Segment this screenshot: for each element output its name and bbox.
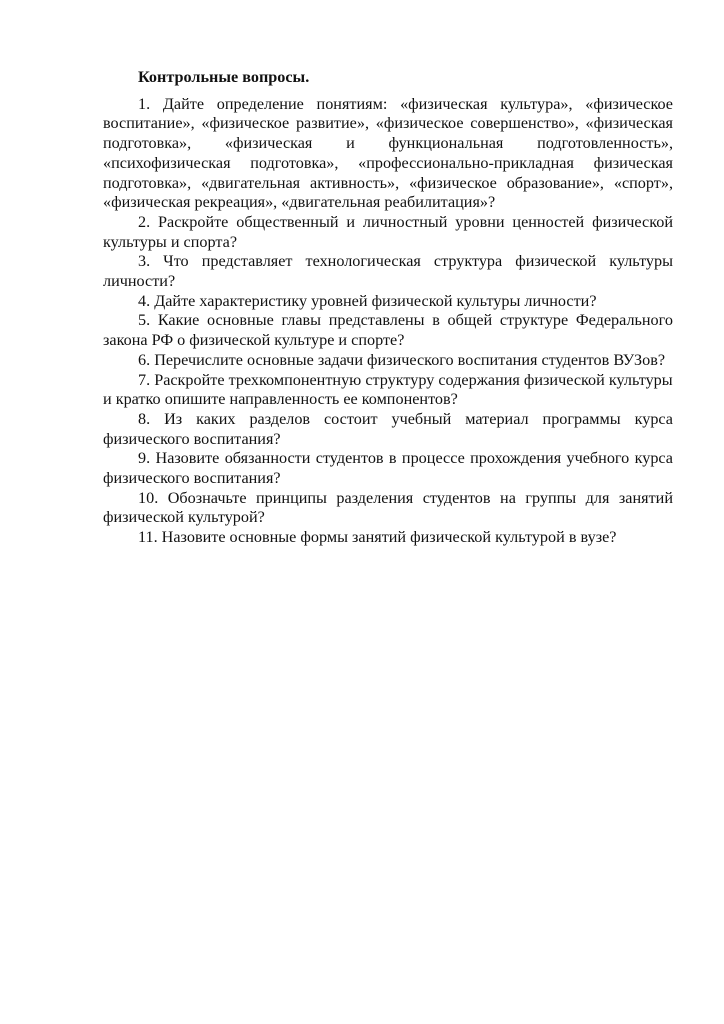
question-4: 4. Дайте характеристику уровней физической культуры личности?: [138, 291, 597, 310]
question-1: 1. Дайте определение понятиям: «физическая культура», «физическое воспитание», «физическое развитие», «физическое совершенство», «физическая подготовка», «физическая и функциональная подготовленность», «психофизическая подготовка», «профессионально-прикладная физическая подготовка», «двигательная активность», «физическое образование», «спорт», «физическая рекреация», «двигательная реабилитация»?: [103, 94, 673, 212]
question-3: 3. Что представляет технологическая структура физической культуры личности?: [103, 252, 673, 291]
section-title: Контрольные вопросы.: [138, 68, 310, 86]
question-8: 8. Из каких разделов состоит учебный материал программы курса физического воспитания?: [103, 409, 673, 448]
question-7: 7. Раскройте трехкомпонентную структуру содержания физической культуры и кратко опишите направленность ее компонентов?: [103, 370, 673, 409]
question-6: 6. Перечислите основные задачи физического воспитания студентов ВУЗов?: [138, 350, 666, 369]
question-10: 10. Обозначьте принципы разделения студентов на группы для занятий физической культурой?: [103, 488, 673, 527]
document-page: [103, 68, 673, 548]
question-11: 11. Назовите основные формы занятий физической культурой в вузе?: [138, 528, 617, 547]
question-2: 2. Раскройте общественный и личностный уровни ценностей физической культуры и спорта?: [103, 212, 673, 251]
question-9: 9. Назовите обязанности студентов в процессе прохождения учебного курса физического воспитания?: [103, 449, 673, 488]
question-5: 5. Какие основные главы представлены в общей структуре Федерального закона РФ о физической культуре и спорте?: [103, 311, 673, 350]
